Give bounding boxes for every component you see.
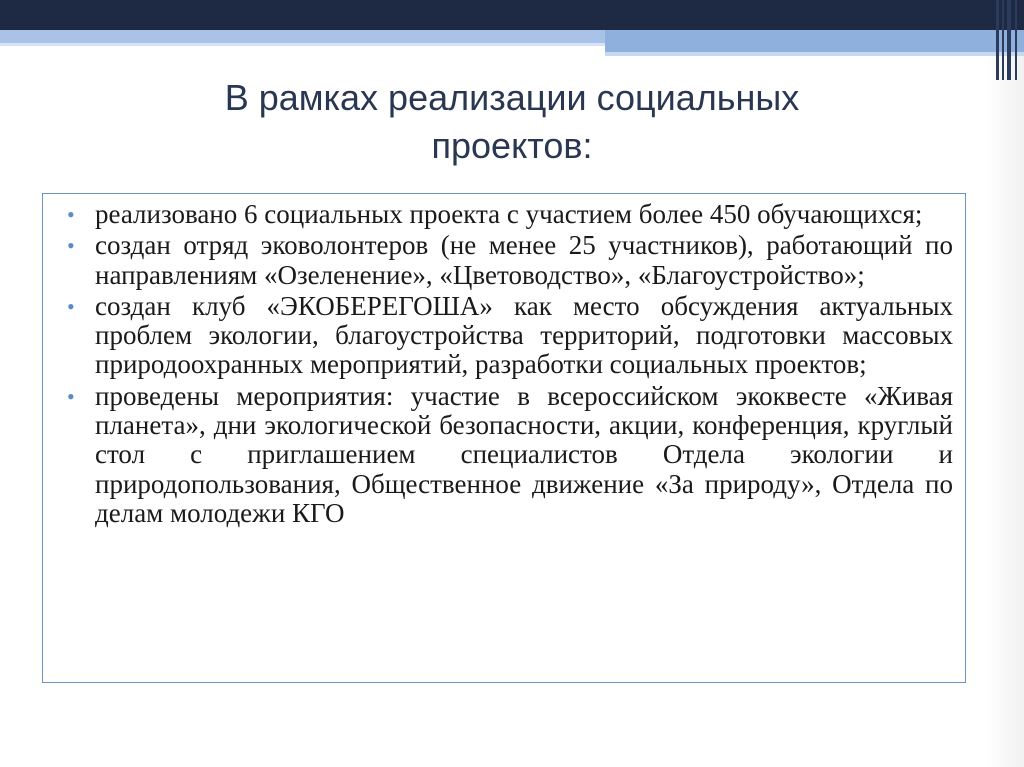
header-dark-band: [0, 0, 1024, 30]
bullet-item-1: • реализовано 6 социальных проекта с участием более 450 обучающихся;: [67, 199, 923, 229]
page-curl-shadow: [985, 56, 1024, 767]
header-accent-stripe: [605, 30, 1024, 52]
bullet-icon: •: [67, 293, 75, 319]
bullet-item-2: • создан отряд эковолонтеров (не менее 25 участников), работающий по направлениям «Озеленение», «Цветоводство», «Благоустройство»;: [67, 230, 953, 290]
slide-title: [100, 74, 924, 170]
header-vertical-bars: [994, 0, 1024, 80]
slide-title-line1: В рамках реализации социальных: [224, 77, 800, 118]
slide-title-line2: проектов:: [431, 125, 593, 166]
bullet-list: [63, 200, 953, 528]
bullet-item-4: • проведены мероприятия: участие в всероссийском экоквесте «Живая планета», дни экологической безопасности, акции, конференция, круглый стол с приглашением специалистов Отдела экологии и природопользования, Общественное движение «За природу», Отдела по делам молодежи КГО: [67, 380, 953, 528]
bullet-item-3: • создан клуб «ЭКОБЕРЕГОША» как место обсуждения актуальных проблем экологии, благоустройства территорий, подготовки массовых природоохранных мероприятий, разработки социальных проектов;: [67, 290, 953, 380]
header-accent-stripe-lower: [605, 52, 1024, 56]
bullet-icon: •: [67, 383, 75, 409]
header-thin-band: [0, 43, 605, 46]
bullet-icon: •: [67, 233, 75, 259]
content-box: [42, 193, 966, 683]
bullet-icon: •: [67, 202, 75, 227]
